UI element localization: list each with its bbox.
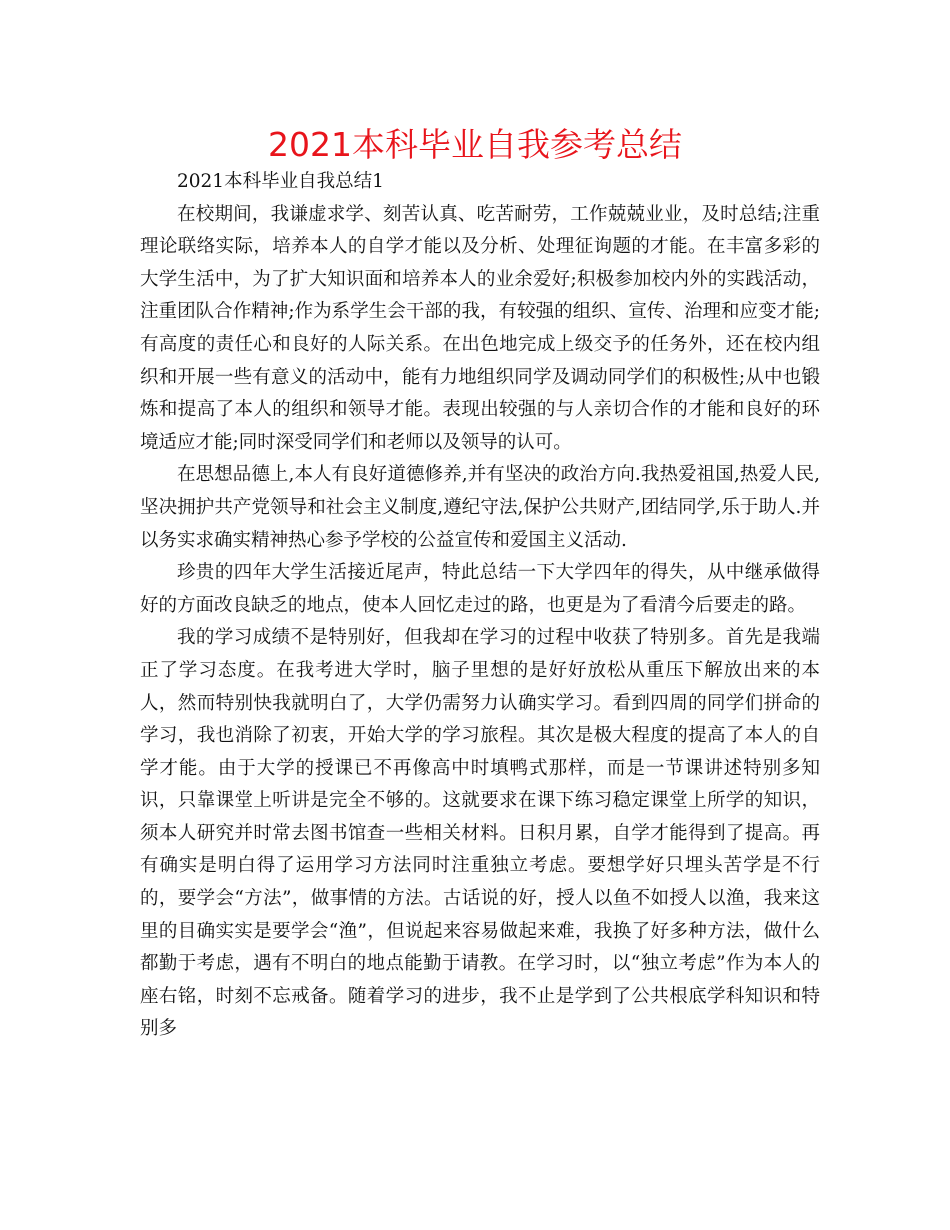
- paragraph: 珍贵的四年大学生活接近尾声，特此总结一下大学四年的得失，从中继承做得好的方面改良缺乏的地点，使本人回忆走过的路，也更是为了看清今后要走的路。: [140, 562, 820, 616]
- document-body: [140, 166, 820, 1046]
- paragraph: 我的学习成绩不是特别好，但我却在学习的过程中收获了特别多。首先是我端正了学习态度。在我考进大学时，脑子里想的是好好放松从重压下解放出来的本人，然而特别快我就明白了，大学仍需努力认确实学习。看到四周的同学们拼命的学习，我也消除了初衷，开始大学的学习旅程。其次是极大程度的提高了本人的自学才能。由于大学的授课已不再像高中时填鸭式那样，而是一节课讲述特别多知识，只靠课堂上听讲是完全不够的。这就要求在课下练习稳定课堂上所学的知识，须本人研究并时常去图书馆查一些相关材料。日积月累，自学才能得到了提高。再有确实是明白得了运用学习方法同时注重独立考虑。要想学好只埋头苦学是不行的，要学会“方法”，做事情的方法。古话说的好，授人以鱼不如授人以渔，我来这里的目确实实是要学会“渔”，但说起来容易做起来难，我换了好多种方法，做什么都勤于考虑，遇有不明白的地点能勤于请教。在学习时，以“独立考虑”作为本人的座右铭，时刻不忘戒备。随着学习的进步，我不止是学到了公共根底学科知识和特别多: [140, 627, 820, 1040]
- paragraph: 在思想品德上,本人有良好道德修养,并有坚决的政治方向.我热爱祖国,热爱人民,坚决拥护共产党领导和社会主义制度,遵纪守法,保护公共财产,团结同学,乐于助人.并以务实求确实精神热心参予学校的公益宣传和爱国主义活动.: [140, 464, 820, 551]
- paragraph: 在校期间，我谦虚求学、刻苦认真、吃苦耐劳，工作兢兢业业，及时总结;注重理论联络实际，培养本人的自学才能以及分析、处理征询题的才能。在丰富多彩的大学生活中，为了扩大知识面和培养本人的业余爱好;积极参加校内外的实践活动，注重团队合作精神;作为系学生会干部的我，有较强的组织、宣传、治理和应变才能;有高度的责任心和良好的人际关系。在出色地完成上级交予的任务外，还在校内组织和开展一些有意义的活动中，能有力地组织同学及调动同学们的积极性;从中也锻炼和提高了本人的组织和领导才能。表现出较强的与人亲切合作的才能和良好的环境适应才能;同时深受同学们和老师以及领导的认可。: [140, 203, 820, 453]
- document-title: 2021本科毕业自我参考总结: [268, 125, 682, 164]
- document-subtitle: 2021本科毕业自我总结1: [177, 171, 384, 192]
